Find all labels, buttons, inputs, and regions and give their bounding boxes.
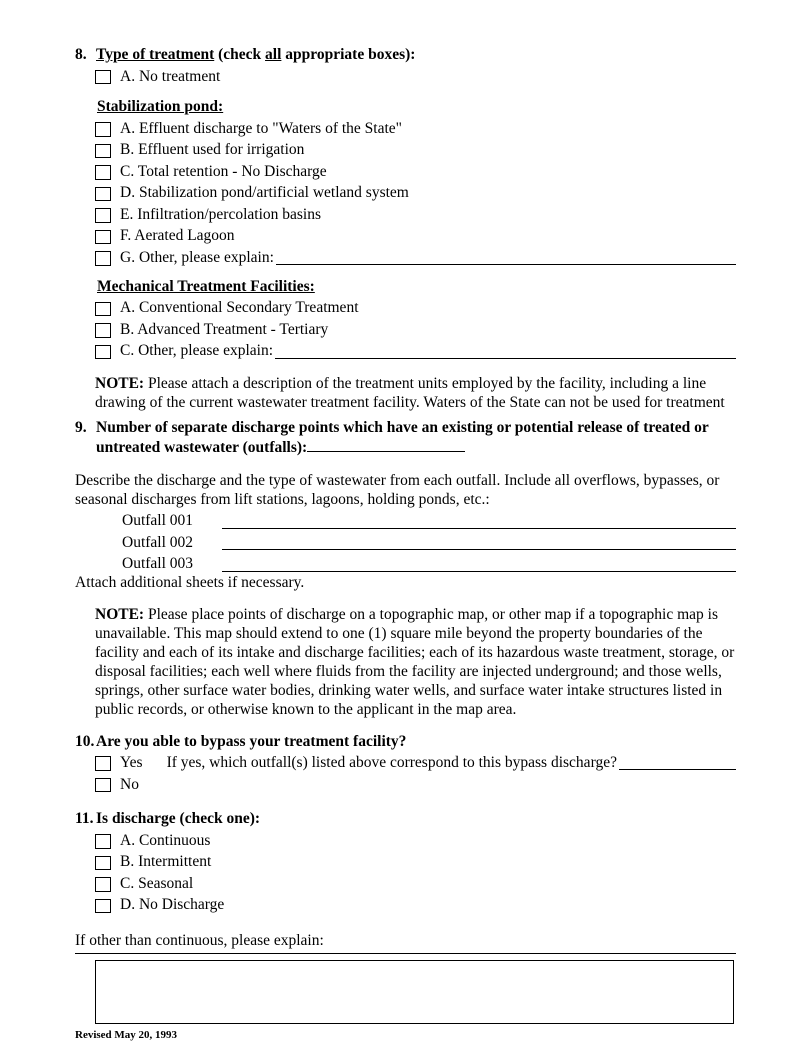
- stab-row-b: [95, 141, 736, 160]
- stab-checkbox-b[interactable]: [95, 144, 111, 159]
- bypass-yes-checkbox[interactable]: [95, 756, 111, 771]
- stab-row-a: [95, 120, 736, 139]
- discharge-intermittent-row: [95, 853, 736, 872]
- outfall-002-blank[interactable]: [222, 536, 736, 550]
- mech-row-b: [95, 321, 736, 340]
- q9-note: [95, 606, 736, 719]
- mech-label-other: C. Other, please explain:: [120, 342, 274, 360]
- stab-row-d: [95, 184, 736, 203]
- outfall-001-label: Outfall 001: [122, 512, 194, 530]
- stab-label-a: A. Effluent discharge to "Waters of the State": [120, 119, 403, 137]
- discharge-intermittent-checkbox[interactable]: [95, 856, 111, 871]
- mech-row-other: [95, 342, 736, 361]
- outfall-002-label: Outfall 002: [122, 533, 194, 551]
- bypass-yes-label: Yes: [120, 754, 143, 771]
- bypass-no-row: [95, 776, 736, 795]
- discharge-continuous-checkbox[interactable]: [95, 834, 111, 849]
- no-treatment-checkbox[interactable]: [95, 70, 111, 85]
- q9-title-wrap: [96, 419, 736, 458]
- outfall-002-row: [122, 534, 736, 553]
- outfall-003-blank[interactable]: [222, 558, 736, 572]
- q11-title: Is discharge (check one):: [96, 810, 261, 828]
- q8-header: [75, 46, 736, 65]
- mech-checkbox-other[interactable]: [95, 345, 111, 360]
- explain-line[interactable]: [75, 932, 736, 954]
- q9-note-label: NOTE:: [95, 606, 145, 624]
- discharge-continuous-label: A. Continuous: [120, 831, 211, 849]
- explain-label: If other than continuous, please explain:: [75, 932, 324, 950]
- stab-label-c: C. Total retention - No Discharge: [120, 162, 327, 180]
- discharge-none-checkbox[interactable]: [95, 899, 111, 914]
- stab-checkbox-c[interactable]: [95, 165, 111, 180]
- bypass-no-label: No: [120, 775, 139, 793]
- q8-title-mid: (check: [214, 46, 266, 63]
- outfalls-count-blank[interactable]: [307, 438, 465, 452]
- explanation-box[interactable]: [95, 960, 734, 1024]
- mech-label-b: B. Advanced Treatment - Tertiary: [120, 320, 329, 338]
- q8-note-label: NOTE:: [95, 375, 145, 393]
- q8-title-end: appropriate boxes):: [281, 46, 416, 63]
- q8-note: [95, 375, 736, 413]
- no-treatment-label: A. No treatment: [120, 67, 221, 85]
- discharge-none-label: D. No Discharge: [120, 896, 225, 914]
- q8-title-underlined: Type of treatment: [96, 46, 215, 63]
- q8-title: [96, 46, 736, 65]
- bypass-outfalls-blank[interactable]: [619, 756, 736, 770]
- mech-checkbox-a[interactable]: [95, 302, 111, 317]
- bypass-yes-row: [95, 754, 736, 773]
- discharge-seasonal-label: C. Seasonal: [120, 874, 194, 892]
- stabilization-heading: Stabilization pond:: [97, 98, 224, 116]
- stab-row-e: [95, 206, 736, 225]
- discharge-continuous-row: [95, 832, 736, 851]
- stab-checkbox-a[interactable]: [95, 122, 111, 137]
- outfall-001-blank[interactable]: [222, 515, 736, 529]
- no-treatment-row: [95, 68, 736, 87]
- q10-title: Are you able to bypass your treatment facility?: [96, 732, 407, 750]
- bypass-yes-question: If yes, which outfall(s) listed above correspond to this bypass discharge?: [166, 754, 617, 771]
- q11-header: [75, 810, 736, 829]
- q10-number: 10.: [75, 732, 95, 750]
- mech-checkbox-b[interactable]: [95, 323, 111, 338]
- bypass-no-checkbox[interactable]: [95, 778, 111, 793]
- stab-label-e: E. Infiltration/percolation basins: [120, 205, 322, 223]
- stab-checkbox-e[interactable]: [95, 208, 111, 223]
- stab-label-other: G. Other, please explain:: [120, 248, 274, 266]
- mechanical-heading: Mechanical Treatment Facilities:: [97, 277, 315, 295]
- q9-title: Number of separate discharge points which have an existing or potential release of treated or untreated wastewater (outfalls):: [96, 419, 709, 456]
- q8-note-text: Please attach a description of the treatment units employed by the facility, including a line drawing of the current wastewater treatment facility. Waters of the State can not be used for treatment: [95, 375, 725, 412]
- footer-revision-date: Revised May 20, 1993: [75, 1029, 178, 1042]
- stab-row-other: [95, 249, 736, 268]
- q11-number: 11.: [75, 810, 94, 828]
- discharge-seasonal-checkbox[interactable]: [95, 877, 111, 892]
- attach-sheets-text: Attach additional sheets if necessary.: [75, 574, 305, 592]
- mech-label-a: A. Conventional Secondary Treatment: [120, 299, 359, 317]
- q10-header: [75, 733, 736, 752]
- discharge-intermittent-label: B. Intermittent: [120, 853, 212, 871]
- q9-number: 9.: [75, 419, 87, 437]
- describe-discharge-text: Describe the discharge and the type of wastewater from each outfall. Include all overflows, bypasses, or seasonal discharges from lift stations, lagoons, holding ponds, etc.:: [75, 471, 720, 508]
- outfall-003-row: [122, 555, 736, 574]
- outfall-001-row: [122, 512, 736, 531]
- stab-checkbox-f[interactable]: [95, 230, 111, 245]
- stab-label-f: F. Aerated Lagoon: [120, 227, 235, 245]
- outfall-003-label: Outfall 003: [122, 555, 194, 573]
- stab-label-b: B. Effluent used for irrigation: [120, 141, 305, 159]
- discharge-seasonal-row: [95, 875, 736, 894]
- q8-number: 8.: [75, 46, 87, 63]
- stab-row-c: [95, 163, 736, 182]
- stab-row-f: [95, 227, 736, 246]
- mech-row-a: [95, 299, 736, 318]
- q8-title-all: all: [265, 46, 282, 63]
- stab-other-explain-blank[interactable]: [276, 251, 736, 265]
- stab-label-d: D. Stabilization pond/artificial wetland system: [120, 184, 409, 202]
- stab-checkbox-other[interactable]: [95, 251, 111, 266]
- q9-header: [75, 419, 736, 458]
- discharge-none-row: [95, 896, 736, 915]
- mech-other-explain-blank[interactable]: [275, 345, 736, 359]
- stab-checkbox-d[interactable]: [95, 187, 111, 202]
- q9-note-text: Please place points of discharge on a topographic map, or other map if a topographic map is unavailable. This map should extend to one (1) square mile beyond the property boundaries of the facility and each of its intake and discharge facilities; each of its hazardous waste treatment, storage, or disposal facilities; each well where fluids from the facility are injected underground; and those wells, springs, other surface water bodies, drinking water wells, and surface water intake structures listed in public records, or otherwise known to the applicant in the map area.: [95, 606, 735, 718]
